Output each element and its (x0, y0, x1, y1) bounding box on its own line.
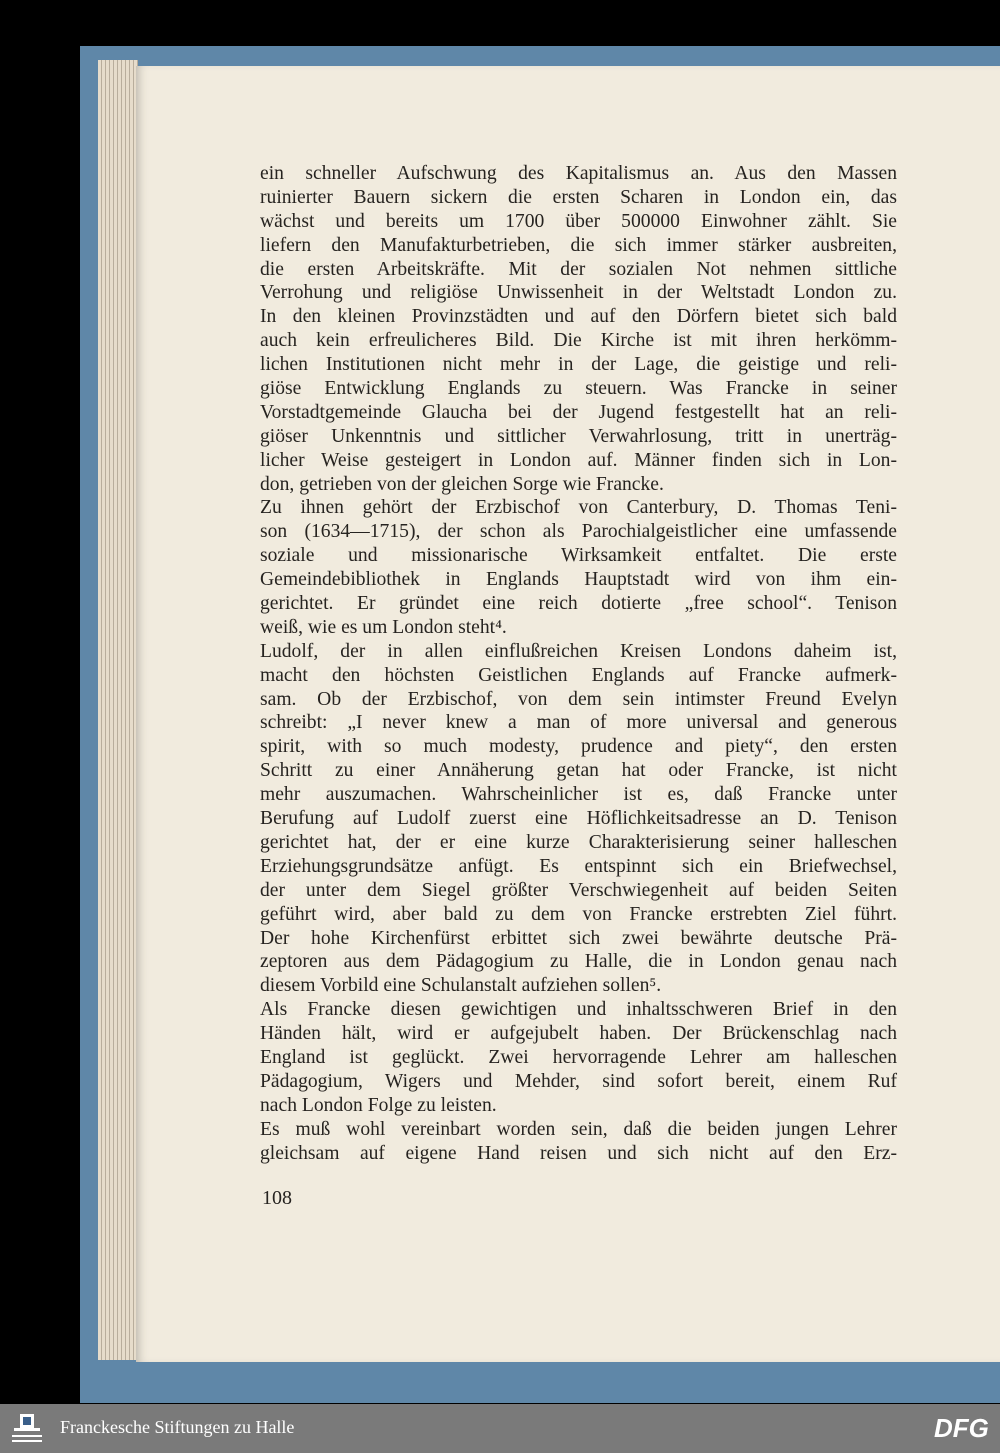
text-line: gleichsam auf eigene Hand reisen und sich nicht auf den Erz- (260, 1142, 897, 1164)
text-line: gerichtet. Er gründet eine reich dotierte „free school“. Tenison (260, 593, 897, 615)
text-line: nach London Folge zu leisten. (260, 1094, 497, 1116)
text-line: die ersten Arbeitskräfte. Mit der sozialen Not nehmen sittliche (260, 258, 897, 280)
text-line: Als Francke diesen gewichtigen und inhaltsschweren Brief in den (260, 999, 897, 1021)
text-line: licher Weise gesteigert in London auf. Männer finden sich in Lon- (260, 449, 897, 471)
dfg-logo: DFG (934, 1413, 989, 1443)
text-line: geführt wird, aber bald zu dem von Francke erstrebten Ziel führt. (260, 903, 897, 925)
text-line: auch kein erfreulicheres Bild. Die Kirche ist mit ihren herkömm- (260, 330, 897, 352)
text-line: Der hohe Kirchenfürst erbittet sich zwei bewährte deutsche Prä- (260, 927, 897, 949)
text-line: zeptoren aus dem Pädagogium zu Halle, die in London genau nach (260, 951, 897, 973)
text-line: Erziehungsgrundsätze anfügt. Es entspinnt sich ein Briefwechsel, (260, 855, 897, 877)
text-line: Berufung auf Ludolf zuerst eine Höflichkeitsadresse an D. Tenison (260, 808, 897, 830)
text-line: In den kleinen Provinzstädten und auf den Dörfern bietet sich bald (260, 306, 897, 328)
text-line: Zu ihnen gehört der Erzbischof von Canterbury, D. Thomas Teni- (260, 497, 897, 519)
text-line: diesem Vorbild eine Schulanstalt aufziehen sollen⁵. (260, 975, 662, 997)
text-line: ein schneller Aufschwung des Kapitalismus an. Aus den Massen (260, 163, 897, 184)
text-line: mehr auszumachen. Wahrscheinlicher ist es, daß Francke unter (260, 784, 897, 806)
text-line: giöser Unkenntnis und sittlicher Verwahrlosung, tritt in unerträg- (260, 425, 897, 447)
franckesche-stiftungen-logo-icon (6, 1408, 48, 1450)
text-line: Schritt zu einer Annäherung getan hat oder Francke, ist nicht (260, 760, 897, 782)
text-line: soziale und missionarische Wirksamkeit entfaltet. Die erste (260, 545, 897, 567)
text-line: Ludolf, der in allen einflußreichen Kreisen Londons daheim ist, (260, 640, 897, 662)
text-line: Verrohung und religiöse Unwissenheit in der Weltstadt London zu. (260, 282, 897, 304)
page-edges (98, 60, 138, 1360)
text-line: giöse Entwicklung Englands zu steuern. Was Francke in seiner (260, 378, 897, 400)
text-line: Es muß wohl vereinbart worden sein, daß die beiden jungen Lehrer (260, 1118, 897, 1140)
text-line: spirit, with so much modesty, prudence and piety“, den ersten (260, 736, 897, 758)
text-line: Händen hält, wird er aufgejubelt haben. Der Brückenschlag nach (260, 1023, 897, 1045)
institution-name: Franckesche Stiftungen zu Halle (60, 1417, 295, 1437)
text-line: son (1634—1715), der schon als Parochialgeistlicher eine umfassende (260, 521, 897, 543)
text-line: macht den höchsten Geistlichen Englands auf Francke aufmerk- (260, 664, 897, 686)
text-line: Pädagogium, Wigers und Mehder, sind sofort bereit, einem Ruf (260, 1070, 897, 1092)
text-line: sam. Ob der Erzbischof, von dem sein intimster Freund Evelyn (260, 688, 897, 710)
text-line: liefern den Manufakturbetrieben, die sich immer stärker ausbreiten, (260, 234, 897, 256)
text-line: gerichtet hat, der er eine kurze Charakterisierung seiner halleschen (260, 831, 897, 853)
text-line: der unter dem Siegel größter Verschwiegenheit auf beiden Seiten (260, 879, 897, 901)
text-line: schreibt: „I never knew a man of more universal and generous (260, 712, 897, 734)
page-number: 108 (262, 1187, 292, 1209)
page-text (260, 162, 897, 1165)
text-line: ruinierter Bauern sickern die ersten Scharen in London ein, das (260, 186, 897, 208)
text-line: don, getrieben von der gleichen Sorge wie Francke. (260, 473, 664, 495)
text-line: weiß, wie es um London steht⁴. (260, 616, 507, 638)
text-line: Gemeindebibliothek in Englands Hauptstadt wird von ihm ein- (260, 569, 897, 591)
footer-bar (0, 1404, 1000, 1453)
text-line: wächst und bereits um 1700 über 500000 Einwohner zählt. Sie (260, 210, 897, 232)
text-line: England ist geglückt. Zwei hervorragende Lehrer am halleschen (260, 1046, 897, 1068)
text-line: Vorstadtgemeinde Glaucha bei der Jugend festgestellt hat an reli- (260, 401, 897, 423)
text-line: lichen Institutionen nicht mehr in der Lage, die geistige und reli- (260, 354, 897, 376)
